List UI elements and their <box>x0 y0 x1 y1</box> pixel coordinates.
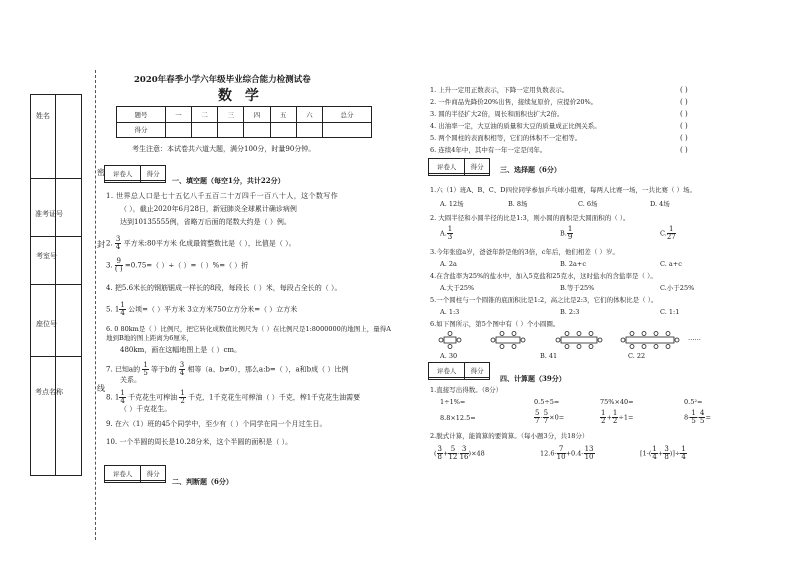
reviewer-cell[interactable] <box>105 481 141 483</box>
choice-q3: 3.今年张庭a岁，爸爸年龄是他的3倍，c年后，他们相差（ ）岁。 <box>430 248 619 256</box>
binding-mark-xian: 线 <box>97 384 105 393</box>
score-cell[interactable] <box>141 481 166 483</box>
calc-item-4: 0.5²= <box>684 398 703 406</box>
pattern-1 <box>439 332 461 349</box>
score-cell[interactable] <box>323 122 372 138</box>
name-label: 姓名 <box>36 112 50 120</box>
q6-line2: 480km，画在这幅地图上是（ ）cm。 <box>120 346 242 354</box>
score-label: 得分 <box>465 363 490 378</box>
q2-text: 平方米:80平方米 化成最简整数比是（ ），比值是（ ）。 <box>123 239 296 248</box>
score-cell[interactable] <box>465 378 490 380</box>
grader-box-3 <box>428 158 490 176</box>
choice-q6-opt-b[interactable]: B. 41 <box>540 352 558 360</box>
choice-q2-opt-c[interactable]: C. $\frac{1}{27}$ <box>660 225 676 241</box>
score-table-header: 一 <box>165 107 191 123</box>
section3-title: 三、选择题（6分） <box>500 165 561 174</box>
score-cell[interactable] <box>270 122 296 138</box>
q7-fraction-1: $\frac{1}{5}$ <box>143 361 148 377</box>
q1-line1: 1. 世界总人口是七十五亿八千五百二十万四千一百八十人，这个数写作 <box>106 192 339 200</box>
calc-item-8: 8- $\frac{1}{5}$ - $\frac{4}{5}$ = <box>684 409 711 425</box>
score-table <box>116 106 372 138</box>
q2-fraction: $\frac{3}{4}$ <box>115 235 121 251</box>
q2-num: 2. <box>106 239 113 248</box>
q9: 9. 在六（1）班的45个同学中，至少有（ ）个同学在同一个月过生日。 <box>106 420 327 428</box>
q10: 10. 一个半圆的周长是10.28分米，这个半圆的面积是（ ）。 <box>106 438 293 446</box>
grader-box-1 <box>104 165 166 183</box>
pattern-ellipsis: …… <box>688 334 701 342</box>
choice-q1-opt-d[interactable]: D. 4场 <box>650 200 670 208</box>
choice-q6-opt-a[interactable]: A. 30 <box>440 352 458 360</box>
score-label: 得分 <box>465 159 490 174</box>
binding-line <box>95 70 96 540</box>
score-label: 得分 <box>141 466 166 481</box>
score-table-header: 六 <box>296 107 322 123</box>
pattern-4 <box>621 332 679 349</box>
calc-item-5: 8.8×12.5= <box>440 414 476 422</box>
calc-item-3: 75%×40= <box>600 398 634 406</box>
score-table-header: 四 <box>244 107 270 123</box>
q1-line2: （ ），截止2020年6月28日，新冠肺炎全球累计确诊病例 <box>120 205 297 213</box>
choice-q1-opt-a[interactable]: A. 12场 <box>440 200 464 208</box>
choice-q3-opt-a[interactable]: A. 2a <box>440 260 457 268</box>
q5-fraction: $\frac{1}{4}$ <box>120 301 125 317</box>
choice-q5-opt-b[interactable]: B. 2:3 <box>560 308 580 316</box>
reviewer-cell[interactable] <box>429 174 465 176</box>
q4: 4. 把5.6米长的钢筋锯成一样长的8段，每段长（ ）米，每段占全长的（ ）。 <box>106 284 342 292</box>
reviewer-label: 评卷人 <box>429 159 465 174</box>
q3: 3. $\frac{9}{( )}$ =0.75=（ ）÷（ ）=（ ）%=（ ）折 <box>106 257 249 273</box>
circle-pattern-figure <box>436 330 706 350</box>
judge-answer-2[interactable]: ( ) <box>680 98 688 106</box>
q8-line2: （ ）千克花生。 <box>120 405 172 413</box>
judge-q1: 1. 上升一定用正数表示，下降一定用负数表示。 <box>430 86 569 94</box>
calc-item-7: $\frac{1}{2}$ + $\frac{1}{2}$ ÷1= <box>601 409 634 425</box>
calc-expr-1: ( $\frac{3}{8}$ + $\frac{5}{12}$ - $\frac{3}{16}$ )×48 <box>434 445 485 461</box>
score-cell[interactable] <box>165 122 191 138</box>
judge-q5: 5. 两个圆柱的表面积相等，它们的体积不一定相等。 <box>430 134 582 142</box>
judge-q4: 4. 出油率一定，大豆油的质量和大豆的质量成正比例关系。 <box>430 122 601 130</box>
choice-q6-opt-c[interactable]: C. 22 <box>628 352 646 360</box>
sidebar-inner-line <box>55 94 56 476</box>
calc-item-2: 0.5÷5= <box>534 398 560 406</box>
score-table-row-label: 得分 <box>117 122 166 138</box>
calc-item-1: 1÷1%= <box>440 398 466 406</box>
score-table-header: 题号 <box>117 107 166 123</box>
reviewer-cell[interactable] <box>429 378 465 380</box>
q8-fraction-1: $\frac{1}{4}$ <box>120 389 125 405</box>
judge-q6: 6. 连续4年中，其中有一年一定是闰年。 <box>430 146 547 154</box>
judge-answer-6[interactable]: ( ) <box>680 146 688 154</box>
score-cell[interactable] <box>141 181 166 183</box>
choice-q3-opt-b[interactable]: B. 2a+c <box>560 260 587 268</box>
section2-title: 二、判断题（6分） <box>172 477 233 486</box>
score-label: 得分 <box>141 166 166 181</box>
choice-q6: 6.如下图所示，第5个图中有（ ）个小圆圈。 <box>430 320 560 328</box>
sidebar-divider-1 <box>30 178 82 179</box>
reviewer-cell[interactable] <box>105 181 141 183</box>
exam-notice: 考生注意：本试卷共六道大题，满分100分，时量90分钟。 <box>132 145 316 153</box>
binding-mark-feng: 封 <box>97 240 105 249</box>
subject-title: 数 学 <box>218 88 263 104</box>
q7: 7. 已知a的 $\frac{1}{5}$ 等于b的 $\frac{3}{4}$ 相等（a、b≠0），那么a:b=（ ），a和b成（ ）比例 <box>106 361 349 377</box>
choice-q5-opt-c[interactable]: C. 1:1 <box>660 308 680 316</box>
judge-answer-3[interactable]: ( ) <box>680 110 688 118</box>
choice-q3-opt-c[interactable]: C. a+c <box>660 260 682 268</box>
q8: 8. 1 $\frac{1}{4}$ 千克花生可榨油 $\frac{1}{2}$ 千克，1千克花生可榨油（ ）千克，榨1千克花生油需要 <box>106 389 361 405</box>
choice-q1: 1.六（1）班A、B、C、D四位同学参加乒乓球小组赛，每两人比赛一场，一共比赛（ ）场。 <box>430 186 697 194</box>
sidebar-divider-3 <box>30 284 82 285</box>
exam-id-label: 准考证号 <box>35 210 63 218</box>
q6-line1: 6. 0 80km是（ ）比例尺，把它转化成数值比例尺为（ ）在比例尺是1:8000000的地图上，量得A地到B地的图上距离为6厘米， <box>106 325 391 342</box>
section1-title: 一、填空题（每空1分，共计22分） <box>172 176 285 185</box>
score-table-header: 五 <box>270 107 296 123</box>
sidebar-divider-2 <box>30 236 82 237</box>
exam-room-label: 考室号 <box>36 252 57 260</box>
score-cell[interactable] <box>296 122 322 138</box>
reviewer-label: 评卷人 <box>105 466 141 481</box>
judge-answer-1[interactable]: ( ) <box>680 86 688 94</box>
judge-q2: 2. 一件商品先降价20%出售，接续复原价，应提价20%。 <box>430 98 598 106</box>
sidebar-divider-4 <box>30 356 82 357</box>
q1-line3: 达到10135555例，省略万后面的尾数大约是（ ）例。 <box>120 218 291 226</box>
q5-text: 公顷=（ ）平方米 3立方米750立方分米=（ ）立方米 <box>128 305 298 314</box>
grader-box-4 <box>428 362 490 380</box>
judge-answer-4[interactable]: ( ) <box>680 122 688 130</box>
score-cell[interactable] <box>218 122 244 138</box>
score-table-header: 总分 <box>323 107 372 123</box>
venue-label: 考点名称 <box>35 388 63 396</box>
q3-text: =0.75=（ ）÷（ ）=（ ）%=（ ）折 <box>124 261 249 270</box>
judge-answer-5[interactable]: ( ) <box>680 134 688 142</box>
q7-line2: 关系。 <box>120 376 141 384</box>
q8-fraction-2: $\frac{1}{2}$ <box>180 389 185 405</box>
pattern-2 <box>491 332 525 349</box>
choice-q4-opt-b[interactable]: B.等于25% <box>560 284 595 292</box>
score-cell[interactable] <box>244 122 270 138</box>
q7-fraction-2: $\frac{3}{4}$ <box>179 361 185 377</box>
choice-q4-opt-a[interactable]: A.大于25% <box>440 284 475 292</box>
choice-q2: 2. 大圆半径和小圆半径的比是1:3，则小圆的面积是大圆面积的（ ）。 <box>430 214 630 222</box>
q2 <box>106 236 296 251</box>
choice-q5-opt-a[interactable]: A. 1:3 <box>440 308 460 316</box>
reviewer-label: 评卷人 <box>105 166 141 181</box>
score-table-header: 二 <box>192 107 218 123</box>
choice-q1-opt-c[interactable]: C. 6场 <box>578 200 598 208</box>
reviewer-label: 评卷人 <box>429 363 465 378</box>
choice-q4: 4.在含盐率为25%的盐水中，加入5克盐和25克水，这时盐水的含盐率是（ ）。 <box>430 272 657 280</box>
student-info-sidebar <box>30 94 82 476</box>
choice-q5: 5.一个圆柱与一个圆锥的底面积比是1:2，高之比是2:3，它们的体积比是（ ）。 <box>430 296 658 304</box>
q3-fraction: $\frac{9}{( )}$ <box>114 257 123 273</box>
score-table-header: 三 <box>218 107 244 123</box>
q5: 5. 1 $\frac{1}{4}$ 公顷=（ ）平方米 3立方米750立方分米=（ ）立方米 <box>106 301 298 317</box>
calc-part2-title: 2.脱式计算，能简算的要简算。（每小题3分，共18分） <box>430 432 589 440</box>
choice-q2-opt-a[interactable]: A. $\frac{1}{3}$ <box>440 225 453 241</box>
choice-q2-opt-b[interactable]: B. $\frac{1}{9}$ <box>560 225 573 241</box>
binding-mark-mi: 密 <box>97 168 105 177</box>
calc-part1-title: 1.直接写出得数。（8分） <box>430 386 503 394</box>
choice-q1-opt-b[interactable]: B. 8场 <box>508 200 528 208</box>
exam-title: 2020年春季小学六年级毕业综合能力检测试卷 <box>134 75 311 85</box>
section4-title: 四、计算题（39分） <box>500 374 566 383</box>
seat-label: 座位号 <box>36 320 57 328</box>
calc-expr-3: [1-( $\frac{1}{4}$ + $\frac{3}{8}$ )]÷ $\frac{1}{4}$ <box>640 445 686 461</box>
calc-item-6: $\frac{5}{7}$ - $\frac{5}{7}$ ×0= <box>535 409 565 425</box>
score-cell[interactable] <box>192 122 218 138</box>
score-cell[interactable] <box>465 174 490 176</box>
judge-q3: 3. 圆的半径扩大2倍，周长和面积也扩大2倍。 <box>430 110 564 118</box>
calc-expr-2: 12.6- $\frac{7}{10}$ +0.4- $\frac{13}{10}$ <box>540 445 594 461</box>
grader-box-2 <box>104 465 166 483</box>
choice-q4-opt-c[interactable]: C.小于25% <box>660 284 695 292</box>
pattern-3 <box>556 332 602 349</box>
